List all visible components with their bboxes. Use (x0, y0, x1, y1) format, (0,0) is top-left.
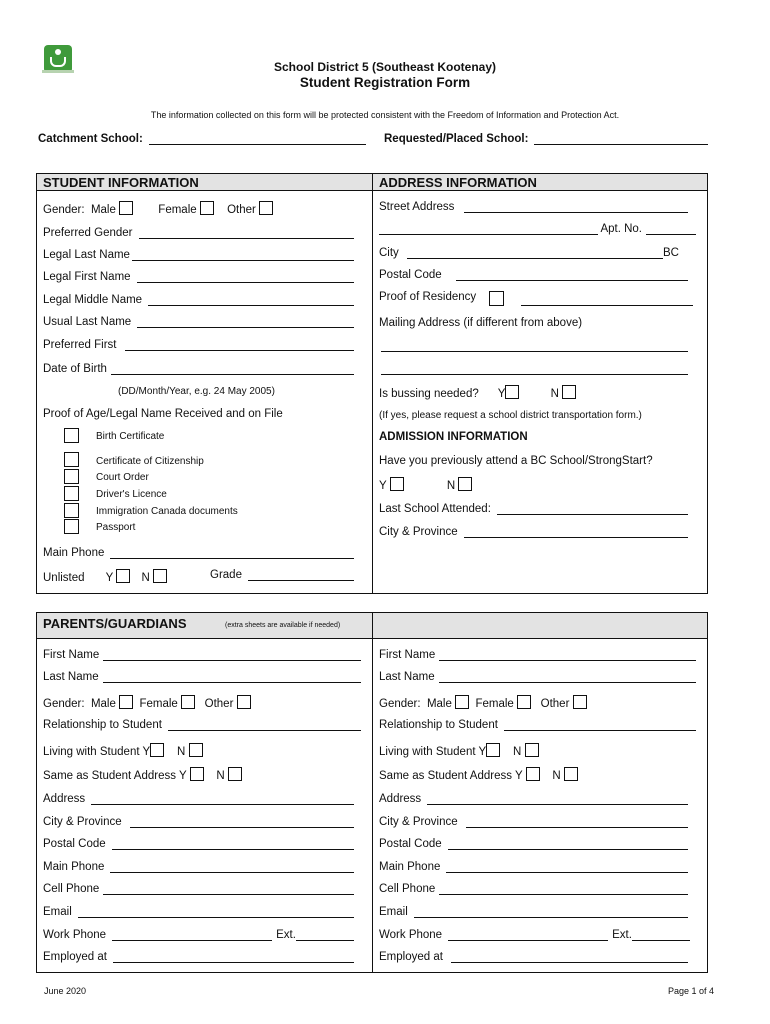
parent2-same-no-checkbox[interactable] (564, 767, 578, 781)
prev-attend-row: Y N (379, 477, 472, 492)
parent2-same-address-row: Same as Student Address Y N (379, 767, 578, 782)
legal-first-name-field[interactable]: Legal First Name (43, 271, 354, 283)
doc-court-order: Court Order (96, 472, 149, 483)
date-of-birth-field[interactable]: Date of Birth (43, 363, 354, 375)
parent2-first-name-field[interactable]: First Name (379, 649, 696, 661)
proof-residency-checkbox[interactable] (489, 291, 504, 306)
mailing-address-line-1[interactable] (381, 339, 688, 352)
immigration-checkbox[interactable] (64, 503, 79, 518)
bussing-row: Is bussing needed? Y N (379, 385, 576, 400)
parent1-city-province-field[interactable]: City & Province (43, 816, 354, 828)
catchment-school-field[interactable]: Catchment School: (38, 133, 366, 145)
parent1-employed-field[interactable]: Employed at (43, 951, 354, 963)
parent1-first-name-field[interactable]: First Name (43, 649, 361, 661)
parent1-same-no-checkbox[interactable] (228, 767, 242, 781)
parents-heading: PARENTS/GUARDIANS (43, 616, 187, 631)
parent1-postal-field[interactable]: Postal Code (43, 838, 354, 850)
parent1-male-checkbox[interactable] (119, 695, 133, 709)
gender-male-checkbox[interactable] (119, 201, 133, 215)
parent1-cell-phone-field[interactable]: Cell Phone (43, 883, 354, 895)
main-phone-field[interactable]: Main Phone (43, 547, 354, 559)
apt-no-field[interactable]: Apt. No. (379, 223, 696, 235)
citizenship-checkbox[interactable] (64, 452, 79, 467)
parent1-gender-row: Gender: Male Female Other (43, 695, 251, 710)
parent1-email-field[interactable]: Email (43, 906, 354, 918)
parent1-address-field[interactable]: Address (43, 793, 354, 805)
bussing-no-checkbox[interactable] (562, 385, 576, 399)
privacy-notice: The information collected on this form will be protected consistent with the Freedom of Information and Protection Act. (150, 110, 620, 120)
doc-passport: Passport (96, 522, 136, 533)
parent2-postal-field[interactable]: Postal Code (379, 838, 688, 850)
district-name: School District 5 (Southeast Kootenay) (273, 60, 497, 74)
parent1-relationship-field[interactable]: Relationship to Student (43, 719, 361, 731)
parent2-male-checkbox[interactable] (455, 695, 469, 709)
admission-heading: ADMISSION INFORMATION (379, 431, 528, 443)
parent2-address-field[interactable]: Address (379, 793, 688, 805)
parent1-female-checkbox[interactable] (181, 695, 195, 709)
parent2-employed-field[interactable]: Employed at (379, 951, 688, 963)
parents-column-divider (372, 612, 373, 973)
parent2-living-no-checkbox[interactable] (525, 743, 539, 757)
form-title: Student Registration Form (299, 75, 471, 90)
parent2-living-yes-checkbox[interactable] (486, 743, 500, 757)
preferred-gender-field[interactable]: Preferred Gender (43, 227, 354, 239)
grade-field[interactable]: Grade (210, 569, 354, 581)
school-city-province-field[interactable]: City & Province (379, 526, 688, 538)
column-divider (372, 173, 373, 594)
parent2-work-phone-field[interactable]: Work Phone Ext. (379, 929, 690, 941)
dob-hint: (DD/Month/Year, e.g. 24 May 2005) (118, 386, 275, 397)
parent1-living-no-checkbox[interactable] (189, 743, 203, 757)
parent2-other-checkbox[interactable] (573, 695, 587, 709)
usual-last-name-field[interactable]: Usual Last Name (43, 316, 354, 328)
drivers-licence-checkbox[interactable] (64, 486, 79, 501)
requested-school-field[interactable]: Requested/Placed School: (384, 133, 708, 145)
doc-immigration: Immigration Canada documents (96, 506, 238, 517)
parent2-female-checkbox[interactable] (517, 695, 531, 709)
parent1-work-phone-field[interactable]: Work Phone Ext. (43, 929, 354, 941)
extra-sheets-note: (extra sheets are available if needed) (225, 622, 341, 629)
gender-row: Gender: Male Female Other (43, 201, 273, 216)
parent1-living-row: Living with Student Y N (43, 743, 203, 758)
birth-certificate-checkbox[interactable] (64, 428, 79, 443)
parent1-same-yes-checkbox[interactable] (190, 767, 204, 781)
parent1-same-address-row: Same as Student Address Y N (43, 767, 242, 782)
prev-attend-no-checkbox[interactable] (458, 477, 472, 491)
proof-residency-label: Proof of Residency (379, 291, 477, 303)
postal-code-field[interactable]: Postal Code (379, 269, 688, 281)
court-order-checkbox[interactable] (64, 469, 79, 484)
gender-other-checkbox[interactable] (259, 201, 273, 215)
bussing-yes-checkbox[interactable] (505, 385, 519, 399)
passport-checkbox[interactable] (64, 519, 79, 534)
unlisted-row: Unlisted Y N (43, 569, 167, 584)
parent2-cell-phone-field[interactable]: Cell Phone (379, 883, 688, 895)
parent1-main-phone-field[interactable]: Main Phone (43, 861, 354, 873)
parent1-last-name-field[interactable]: Last Name (43, 671, 361, 683)
doc-citizenship: Certificate of Citizenship (96, 456, 204, 467)
parent2-main-phone-field[interactable]: Main Phone (379, 861, 688, 873)
proof-residency-line[interactable] (521, 294, 693, 306)
student-info-heading: STUDENT INFORMATION (43, 175, 199, 190)
doc-birth-certificate: Birth Certificate (96, 431, 165, 442)
city-field[interactable]: City BC (379, 247, 679, 259)
parent2-living-row: Living with Student Y N (379, 743, 539, 758)
preferred-first-field[interactable]: Preferred First (43, 339, 354, 351)
parent2-gender-row: Gender: Male Female Other (379, 695, 587, 710)
prev-attend-yes-checkbox[interactable] (390, 477, 404, 491)
parent2-same-yes-checkbox[interactable] (526, 767, 540, 781)
proof-age-label: Proof of Age/Legal Name Received and on File (43, 408, 283, 420)
footer-page-number: Page 1 of 4 (667, 986, 714, 996)
last-school-field[interactable]: Last School Attended: (379, 503, 688, 515)
unlisted-yes-checkbox[interactable] (116, 569, 130, 583)
footer-date: June 2020 (44, 986, 87, 996)
bussing-hint: (If yes, please request a school district transportation form.) (379, 410, 642, 421)
parent1-living-yes-checkbox[interactable] (150, 743, 164, 757)
mailing-address-line-2[interactable] (381, 362, 688, 375)
address-info-heading: ADDRESS INFORMATION (379, 175, 537, 190)
street-address-field[interactable]: Street Address (379, 201, 688, 213)
unlisted-no-checkbox[interactable] (153, 569, 167, 583)
parent2-relationship-field[interactable]: Relationship to Student (379, 719, 696, 731)
parent2-email-field[interactable]: Email (379, 906, 688, 918)
legal-last-name-field[interactable]: Legal Last Name (43, 249, 354, 261)
doc-drivers-licence: Driver's Licence (96, 489, 167, 500)
parent2-city-province-field[interactable]: City & Province (379, 816, 688, 828)
mailing-address-label: Mailing Address (if different from above) (379, 317, 583, 329)
parent2-last-name-field[interactable]: Last Name (379, 671, 696, 683)
parent1-other-checkbox[interactable] (237, 695, 251, 709)
gender-female-checkbox[interactable] (200, 201, 214, 215)
legal-middle-name-field[interactable]: Legal Middle Name (43, 294, 354, 306)
prev-attend-label: Have you previously attend a BC School/StrongStart? (379, 455, 653, 467)
